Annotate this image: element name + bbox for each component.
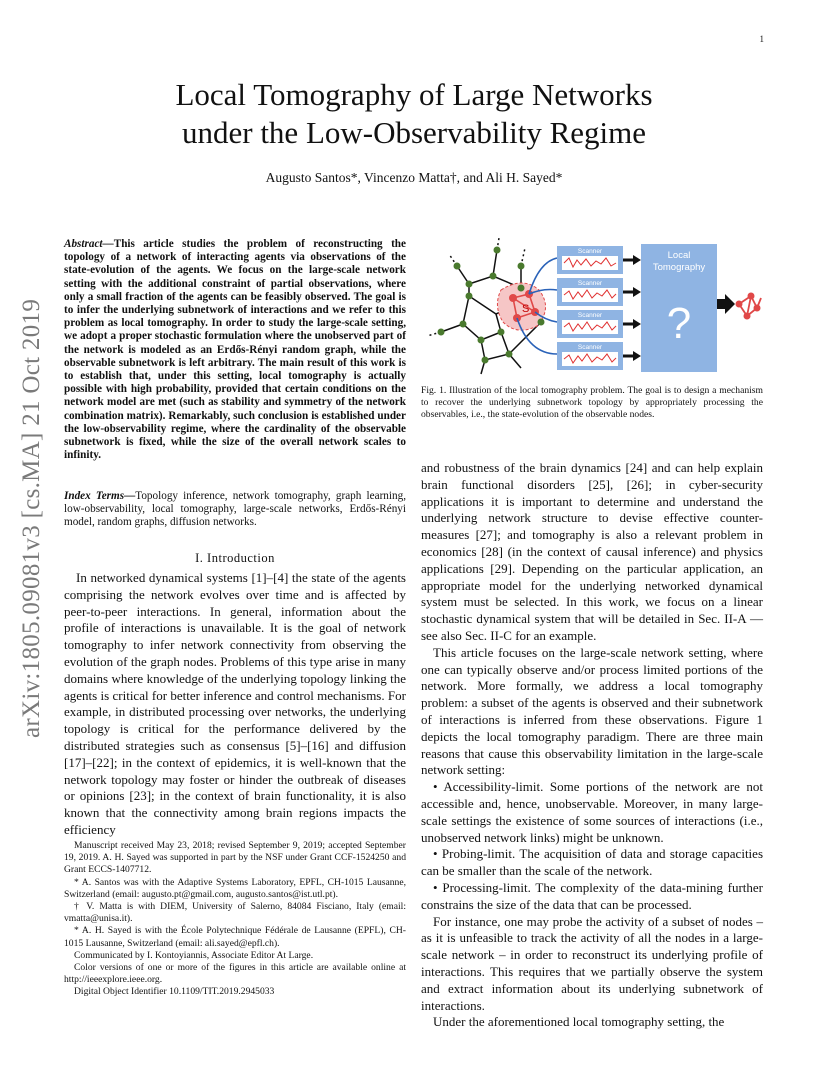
bullet-probing: • Probing-limit. The acquisition of data and storage capacities can be smaller than the scale of the network. — [421, 846, 763, 879]
arxiv-stamp: arXiv:1805.09081v3 [cs.MA] 21 Oct 2019 — [18, 298, 45, 738]
abstract-label: Abstract— — [64, 238, 114, 250]
question-mark: ? — [666, 299, 692, 348]
svg-text:Scanner: Scanner — [577, 280, 603, 287]
local-tomography-box — [641, 244, 717, 372]
section-heading: I. Introduction — [195, 551, 275, 565]
scanners — [557, 246, 623, 370]
caption-label: Fig. 1. — [421, 385, 447, 396]
bullet-accessibility: • Accessibility-limit. Some portions of the network are not accessible and, hence, unobservable. Moreover, in many large-scale settings the existence of some sources of interactions (i.e., unobserved network links) might be unknown. — [421, 779, 763, 845]
svg-text:Scanner: Scanner — [577, 312, 603, 319]
index-terms-text: Topology inference, network tomography, graph learning, low-observability, local tomography, large-scale networks, Erdős-Rényi model, random graphs, diffusion networks. — [64, 490, 406, 529]
recovered-subnetwork — [736, 293, 762, 320]
abstract-text: This article studies the problem of reconstructing the topology of a network of interacting agents via observations of the state-evolution of the agents. We focus on the large-scale network setting with the additional constraint of partial observations, where only a small fraction of the agents can be feasibly observed. The goal is to infer the underlying subnetwork of interactions and we refer to this problem as local tomography. In order to study the large-scale setting, we adopt a proper stochastic formulation where the unobserved part of the network is modeled as an Erdős-Rényi random graph, while the observable subnetwork is left arbitrary. The main result of this work is to establish that, under this setting, local tomography is actually possible with high probability, provided that certain conditions on the network model are met (such as stability and symmetry of the network combination matrix). Remarkably, such conclusion is established under the low-observability regime, where the cardinality of the observable subnetwork is fixed, while the size of the overall network scales to infinity. — [64, 238, 406, 462]
index-terms-label: Index Terms— — [64, 490, 136, 502]
footnote-manuscript: Manuscript received May 23, 2018; revised September 9, 2019; accepted September 19, 2019. A. H. Sayed was supported in part by the NSF under Grant CCF-1524250 and Grant ECCS-1407712. — [64, 840, 406, 876]
svg-text:Scanner: Scanner — [577, 344, 603, 351]
footnote-santos: * A. Santos was with the Adaptive Systems Laboratory, EPFL, CH-1015 Lausanne, Switzerland (email: augusto.pt@gmail.com, augusto.santos@ist.utl.pt). — [64, 876, 406, 900]
scanner-4 — [557, 342, 623, 370]
scanner-arrowheads — [633, 255, 641, 361]
footnote-communicated: Communicated by I. Kontoyiannis, Associate Editor At Large. — [74, 949, 314, 961]
footnote-doi: Digital Object Identifier 10.1109/TIT.2019.2945033 — [74, 986, 275, 998]
intro-paragraph: In networked dynamical systems [1]–[4] the state of the agents comprising the network evolves over time and is affected by peer-to-peer interactions. In general, information about the profile of interactions is unavailable. It is the goal of network tomography to infer network connectivity from observing the evolution of the graph nodes. Problems of this type arise in many domains where knowledge of the underlying topology linking the agents is critical for better inference and control mechanisms. For example, in distributed processing over networks, the underlying topology is critical for the performance delivered by the distributed strategies such as consensus [5]–[16] and diffusion [17]–[22]; in the context of epidemics, it is well-known that the network topology may foster or hinder the outbreak of diseases or opinions [23]; in the context of brain functionality, it is also known that the connectivity among brain regions impacts the efficiency — [64, 570, 406, 837]
output-arrow — [717, 294, 735, 314]
paragraph-instance: For instance, one may probe the activity of a subset of nodes – as it is unfeasible to track the activity of all the nodes in a large-scale network – in order to reconstruct its underlying profile of interactions. This requires that we partially observe the system and extract information about its underlying subnetwork of interactions. — [421, 913, 763, 1013]
box-label-line-2: Tomography — [652, 262, 706, 273]
bullet-processing: • Processing-limit. The complexity of the data-mining further constrains the size of the data that can be processed. — [421, 879, 763, 912]
abstract — [64, 238, 406, 462]
figure-1 — [421, 236, 763, 376]
authors: Augusto Santos*, Vincenzo Matta†, and Ali H. Sayed* — [265, 170, 563, 185]
paragraph-large-scale: This article focuses on the large-scale network setting, where one can typically observe and/or process limited portions of the network. More formally, we address a local tomography problem: a subset of the agents is observed and their subnetwork of interactions is inferred from these observations. Figure 1 depicts the local tomography paradigm. There are three main reasons that cause this observability limitation in the large-scale network setting: — [421, 644, 763, 778]
footnote-sayed: * A. H. Sayed is with the École Polytechnique Fédérale de Lausanne (EPFL), CH-1015 Lausanne, Switzerland (email: ali.sayed@epfl.ch). — [64, 925, 406, 949]
footnote-color: Color versions of one or more of the figures in this article are available online at http://ieeexplore.ieee.org. — [64, 962, 406, 986]
index-terms — [64, 490, 406, 530]
scanner-arrows — [623, 260, 633, 356]
footnotes — [64, 840, 406, 999]
footnote-matta: † V. Matta is with DIEM, University of Salerno, 84084 Fisciano, Italy (email: vmatta@unisa.it). — [64, 901, 406, 925]
scanner-3 — [557, 310, 623, 338]
svg-text:Scanner: Scanner — [577, 248, 603, 255]
figure-caption — [421, 385, 763, 421]
scanner-1 — [557, 246, 623, 274]
observed-set-label: S — [522, 303, 530, 315]
paragraph-setting: Under the aforementioned local tomography setting, the — [433, 1014, 725, 1030]
box-label-line-1: Local — [667, 250, 691, 261]
right-column-body — [421, 460, 763, 1031]
caption-text: Illustration of the local tomography problem. The goal is to design a mechanism to recover the underlying subnetwork topology by appropriately processing the observables, i.e., the state-evolution of the observable nodes. — [421, 385, 764, 420]
title-line-1: Local Tomography of Large Networks — [175, 77, 653, 112]
page-number: 1 — [759, 34, 764, 44]
title-line-2: under the Low-Observability Regime — [181, 115, 647, 150]
scanner-2 — [557, 278, 623, 306]
paragraph-continuation: and robustness of the brain dynamics [24] and can help explain brain functional disorders [25], [26]; in cyber-security applications it is important to determine and understand the underlying network structure to devise effective counter-measures [27]; and tomography is also a relevant problem in economics [28] (in the context of causal inference) and physics applications [29]. Depending on the particular application, an appropriate model for the underlying networked dynamical system must be selected. In this work, we focus on a linear stochastic dynamical system that will be detailed in Sec. II-A — see also Sec. II-C for an example. — [421, 460, 763, 643]
figure-1-graphic — [421, 236, 763, 376]
paper-title — [80, 76, 748, 152]
